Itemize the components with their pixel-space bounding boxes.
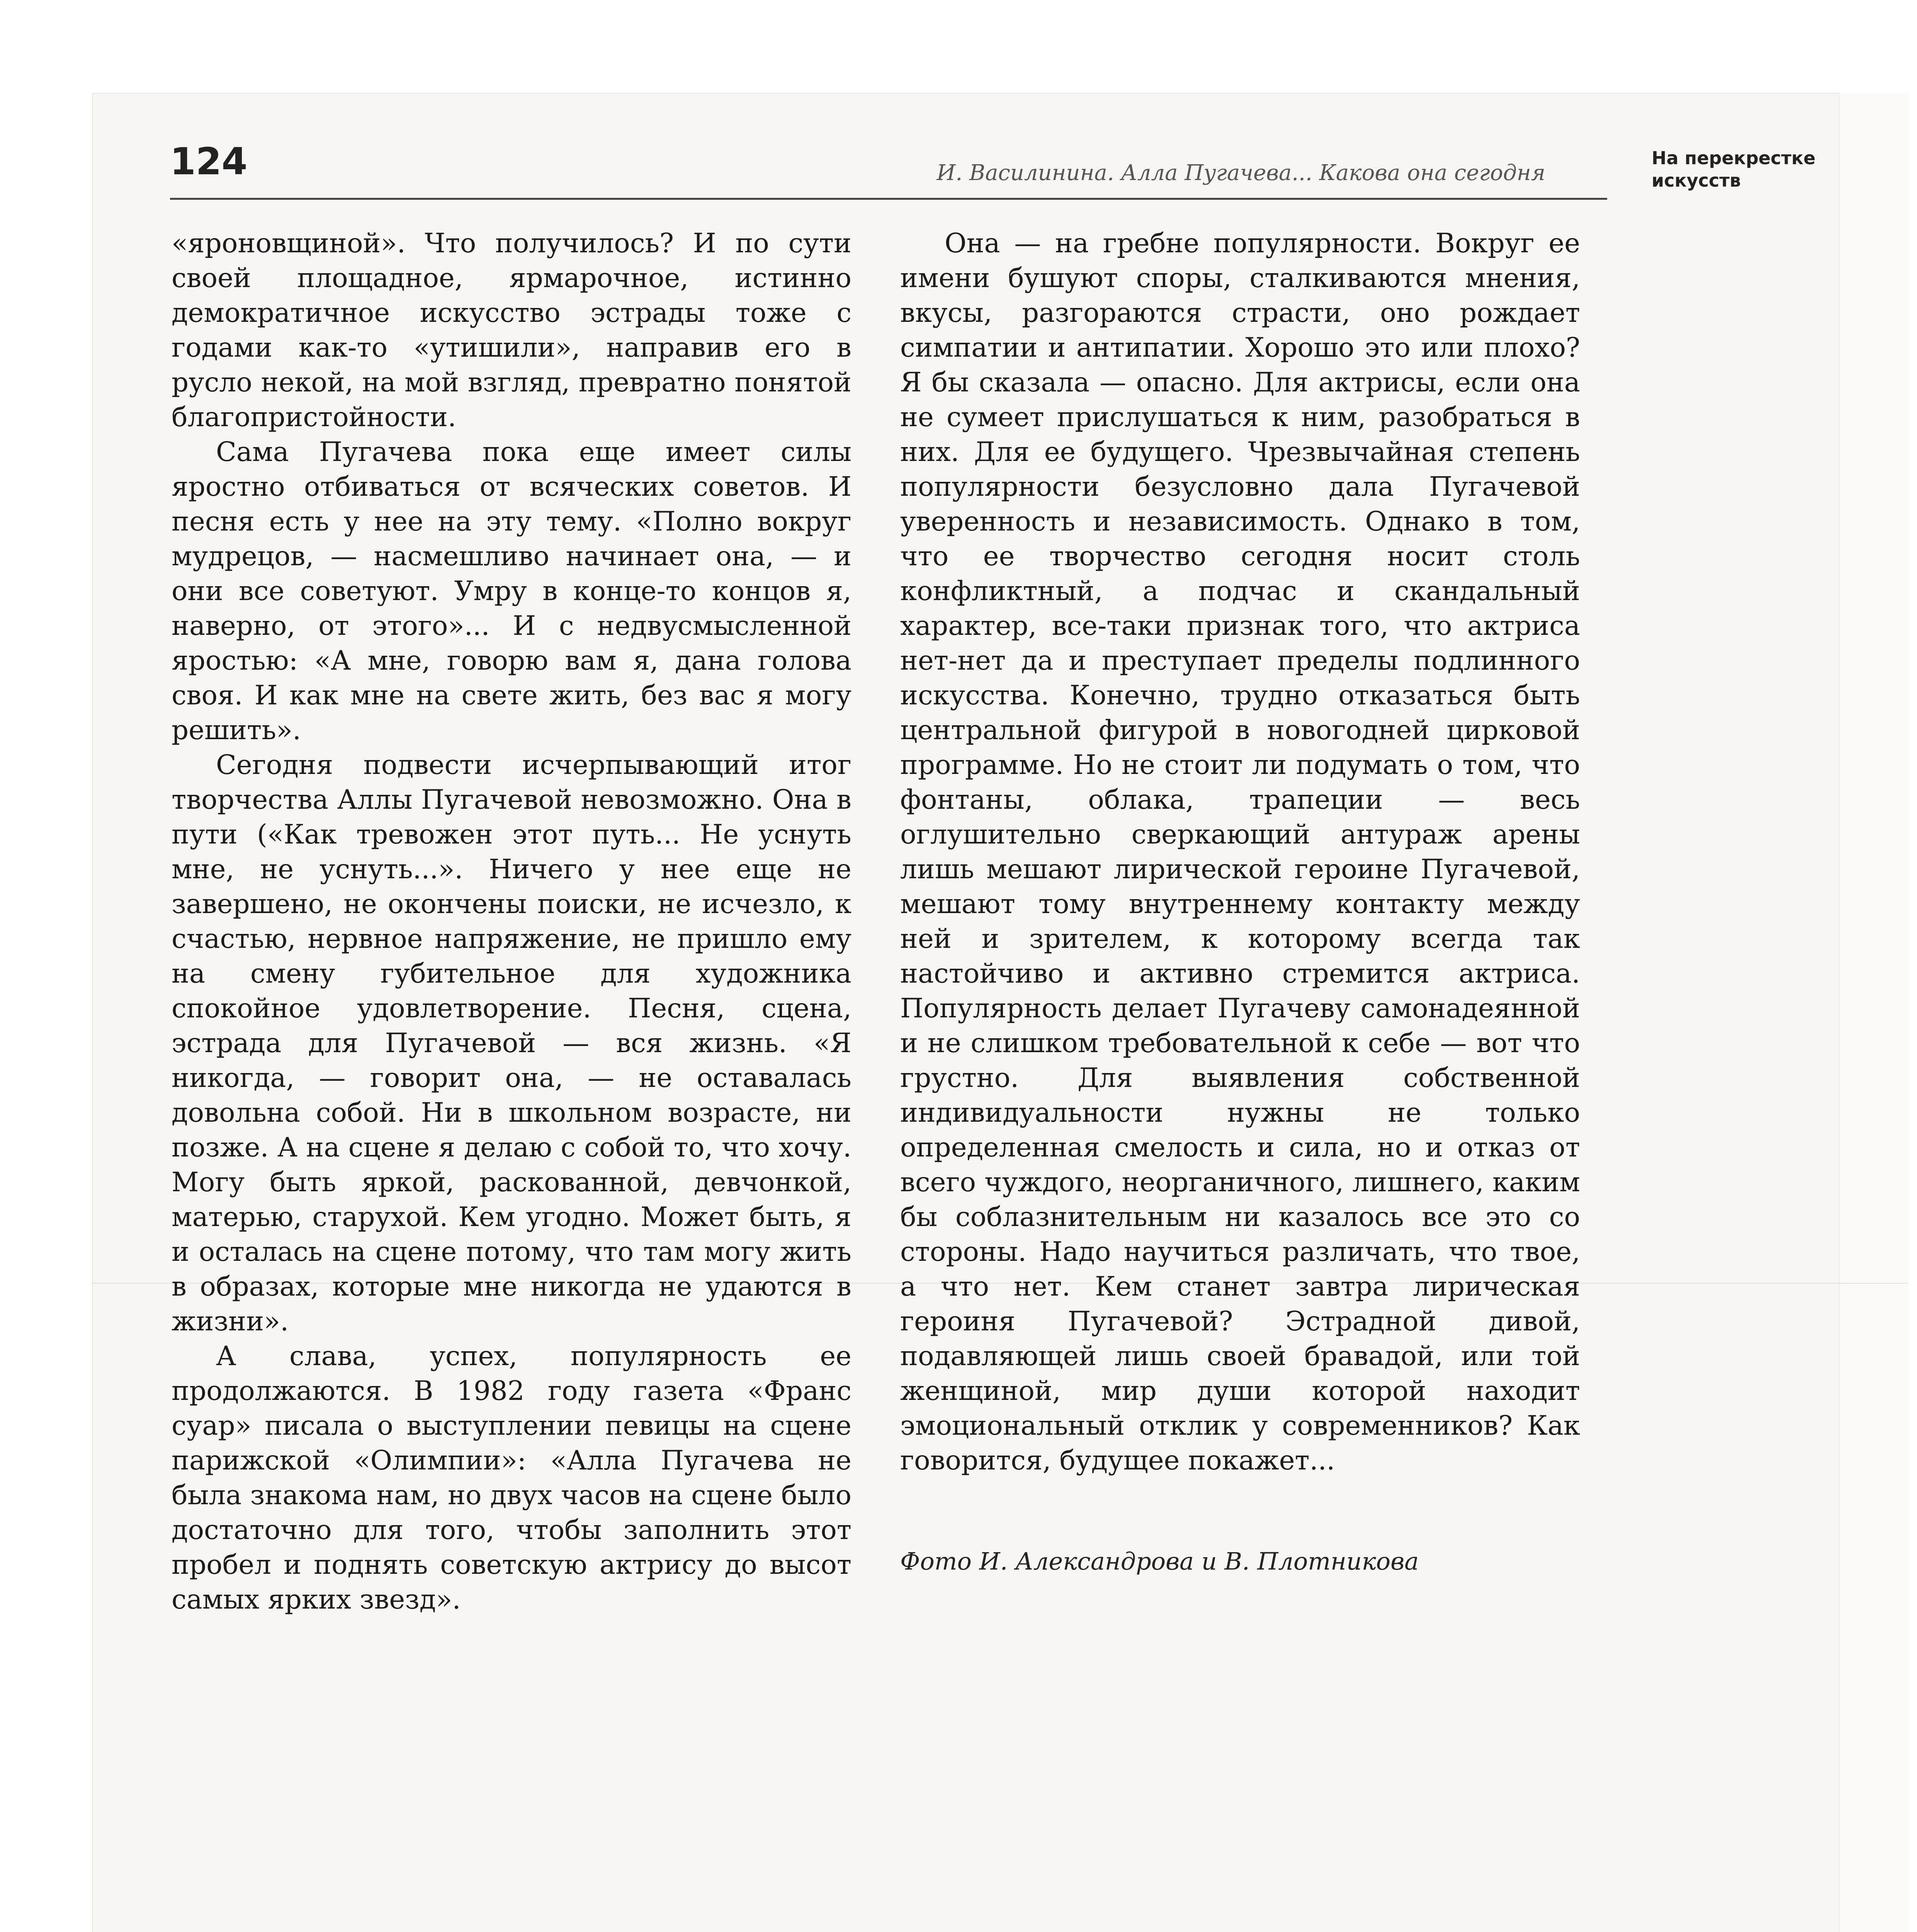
left-column xyxy=(172,226,851,1617)
paragraph: «яроновщиной». Что получилось? И по сути своей площадное, ярмарочное, истинно демократичное искусство эстрады тоже с годами как-то «утишили», направив его в русло некой, на мой взгляд, превратно понятой благопристойности. xyxy=(172,228,851,433)
section-tag-line1: На перекрестке xyxy=(1652,148,1816,168)
paragraph: Она — на гребне популярности. Вокруг ее имени бушуют споры, сталкиваются мнения, вкусы, разгораются страсти, оно рождает симпатии и антипатии. Хорошо это или плохо? Я бы сказала — опасно. Для актрисы, если она не сумеет прислушаться к ним, разобраться в них. Для ее будущего. Чрезвычайная степень популярности безусловно дала Пугачевой уверенность и независимость. Однако в том, что ее творчество сегодня носит столь конфликтный, а подчас и скандальный характер, все-таки признак того, что актриса нет-нет да и преступает пределы подлинного искусства. Конечно, трудно отказаться быть центральной фигурой в новогодней цирковой программе. Но не стоит ли подумать о том, что фонтаны, облака, трапеции — весь оглушительно сверкающий антураж арены лишь мешают лирической героине Пугачевой, мешают тому внутреннему контакту между ней и зрителем, к которому всегда так настойчиво и активно стремится актриса. Популярность делает Пугачеву самонадеянной и не слишком требовательной к себе — вот что грустно. Для выявления собственной индивидуальности нужны не только определенная смелость и сила, но и отказ от всего чуждого, неорганичного, лишнего, каким бы соблазнительным ни казалось все это со стороны. Надо научиться различать, что твое, а что нет. Кем станет завтра лирическая героиня Пугачевой? Эстрадной дивой, подавляющей лишь своей бравадой, или той женщиной, мир души которой находит эмоциональный отклик у современников? Как говорится, будущее покажет... xyxy=(900,228,1580,1476)
photo-credit: Фото И. Александрова и В. Плотникова xyxy=(900,1547,1419,1575)
right-column xyxy=(900,226,1580,1478)
page-number: 124 xyxy=(170,140,248,183)
section-tag-line2: искусств xyxy=(1652,170,1741,191)
header-rule xyxy=(170,198,1607,200)
paragraph: Сегодня подвести исчерпывающий итог творчества Аллы Пугачевой невозможно. Она в пути («Как тревожен этот путь... Не уснуть мне, не уснуть...». Ничего у нее еще не завершено, не окончены поиски, не исчезло, к счастью, нервное напряжение, не пришло ему на смену губительное для художника спокойное удовлетворение. Песня, сцена, эстрада для Пугачевой — вся жизнь. «Я никогда, — говорит она, — не оставалась довольна собой. Ни в школьном возрасте, ни позже. А на сцене я делаю с собой то, что хочу. Могу быть яркой, раскованной, девчонкой, матерью, старухой. Кем угодно. Может быть, я и осталась на сцене потому, что там могу жить в образах, которые мне никогда не удаются в жизни». xyxy=(172,750,851,1337)
section-tag xyxy=(1652,147,1852,192)
page-edge-strip xyxy=(1839,93,1909,1932)
running-head: И. Василинина. Алла Пугачева... Какова она сегодня xyxy=(936,160,1545,185)
paragraph: А слава, успех, популярность ее продолжаются. В 1982 году газета «Франс суар» писала о выступлении певицы на сцене парижской «Олимпии»: «Алла Пугачева не была знакома нам, но двух часов на сцене было достаточно для того, чтобы заполнить этот пробел и поднять советскую актрису до высот самых ярких звезд». xyxy=(172,1341,851,1615)
paragraph: Сама Пугачева пока еще имеет силы яростно отбиваться от всяческих советов. И песня есть у нее на эту тему. «Полно вокруг мудрецов, — насмешливо начинает она, — и они все советуют. Умру в конце-то концов я, наверно, от этого»... И с недвусмысленной яростью: «А мне, говорю вам я, дана голова своя. И как мне на свете жить, без вас я могу решить». xyxy=(172,437,851,746)
